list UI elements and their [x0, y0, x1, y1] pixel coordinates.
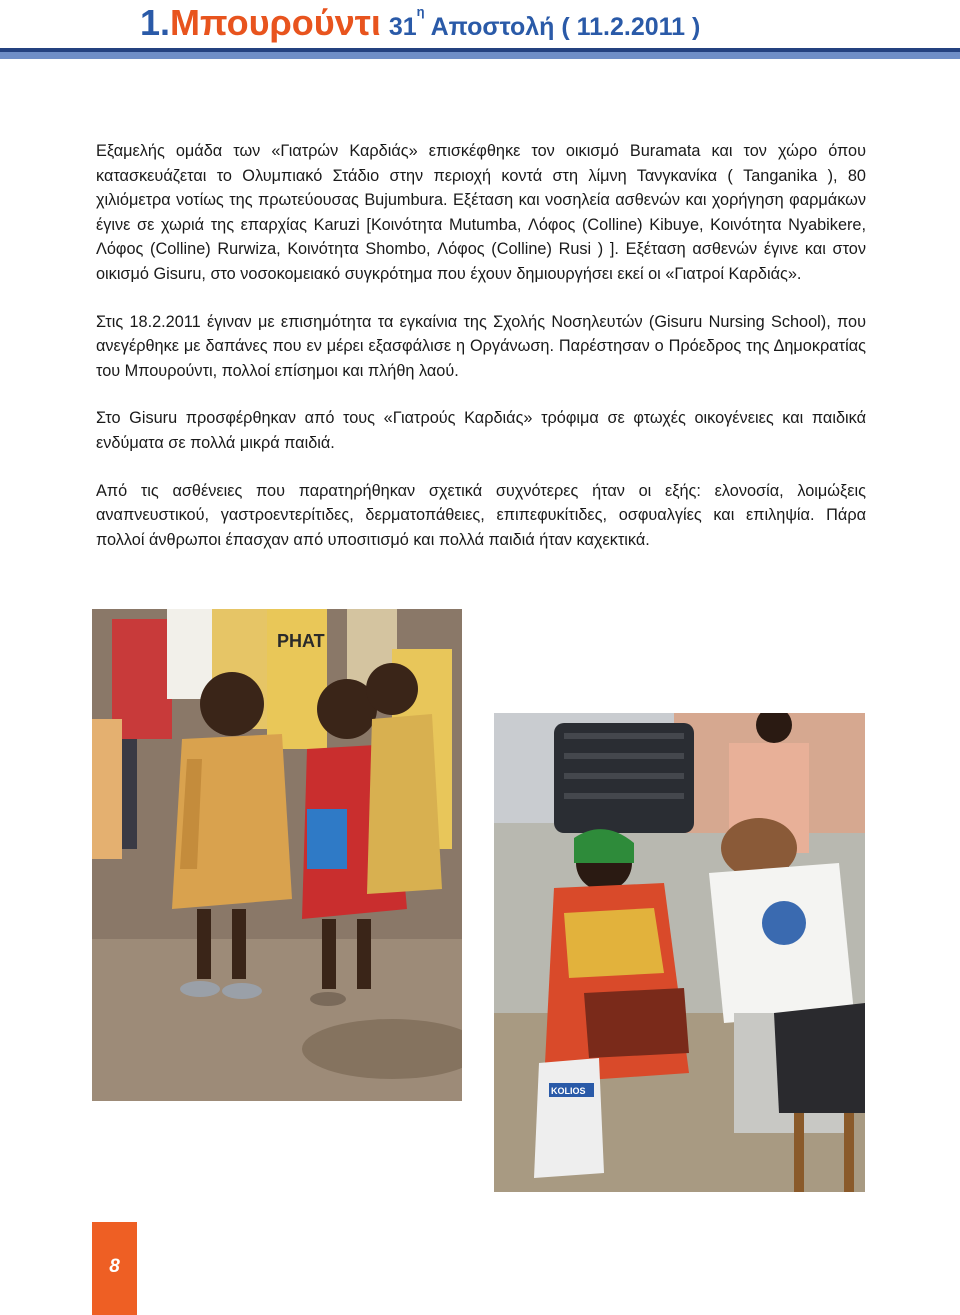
- mission-label: [388, 4, 701, 41]
- photo-children: [92, 609, 462, 1101]
- page-number: 8: [109, 1256, 120, 1277]
- page-header: [140, 2, 700, 46]
- paragraph-2: Στις 18.2.2011 έγιναν με επισημότητα τα εγκαίνια της Σχολής Νοσηλευτών (Gisuru Nursing School), που ανεγέρθηκε με δαπάνες που εν μέρει εξασφάλισε η Οργάνωση. Παρέστησαν ο Πρόεδρος της Δημοκρατίας του Μπουρούντι, πολλοί επίσημοι και πλήθη λαού.: [96, 312, 866, 380]
- mission-text: Αποστολή ( 11.2.2011 ): [430, 13, 701, 41]
- paragraph-1: Εξαμελής ομάδα των «Γιατρών Καρδιάς» επισκέφθηκε τον οικισμό Buramata και τον χώρο όπου κατασκευάζεται το Ολυμπιακό Στάδιο στην περιοχή κοντά στη λίμνη Τανγκανίκα ( Tanganika ), 80 χιλιόμετρα νοτίως της πρωτεύουσας Bujumbura. Εξέταση και νοσηλεία ασθενών και χορήγηση φαρμάκων έγινε σε χωριά της επαρχίας Karuzi [Κοινότητα Mutumba, Λόφος (Colline) Kibuye, Κοινότητα Nyabikere, Λόφος (Colline) Rurwiza, Κοινότητα Shombo, Λόφος (Colline) Rusi ) ]. Εξέταση ασθενών έγινε και στον οικισμό Gisuru, στο νοσοκομειακό συγκρότημα που έχουν δημιουργήσει εκεί οι «Γιατροί Καρδιάς».: [96, 142, 866, 283]
- body-text: [96, 139, 866, 575]
- photo-children-image: [92, 609, 462, 1101]
- bag-text: KOLIOS: [551, 1086, 586, 1096]
- section-number: 1.: [140, 2, 171, 43]
- paragraph-4: Από τις ασθένειες που παρατηρήθηκαν σχετικά συχνότερες ήταν οι εξής: ελονοσία, λοιμώξεις αναπνευστικού, γαστροεντερίτιδες, δερματοπάθειες, επιπεφυκίτιδες, οσφυαλγίες και επιληψία. Πάρα πολλοί άνθρωποι έπασχαν από υποσιτισμό και πολλά παιδιά ήταν καχεκτικά.: [96, 481, 866, 549]
- header-rule-accent: [0, 52, 960, 59]
- section-title: Μπουρούντι: [170, 2, 381, 43]
- paragraph-3: Στο Gisuru προσφέρθηκαν από τους «Γιατρούς Καρδιάς» τρόφιμα σε φτωχές οικογένειες και παιδικά ενδύματα σε πολλά μικρά παιδιά.: [96, 409, 866, 452]
- photo-clinic-image: [494, 713, 865, 1192]
- page-number-box: [92, 1222, 137, 1315]
- shirt-text: PHAT: [277, 631, 325, 651]
- mission-suffix: η: [416, 4, 425, 19]
- mission-number: 31: [388, 13, 417, 41]
- photo-clinic: [494, 713, 865, 1192]
